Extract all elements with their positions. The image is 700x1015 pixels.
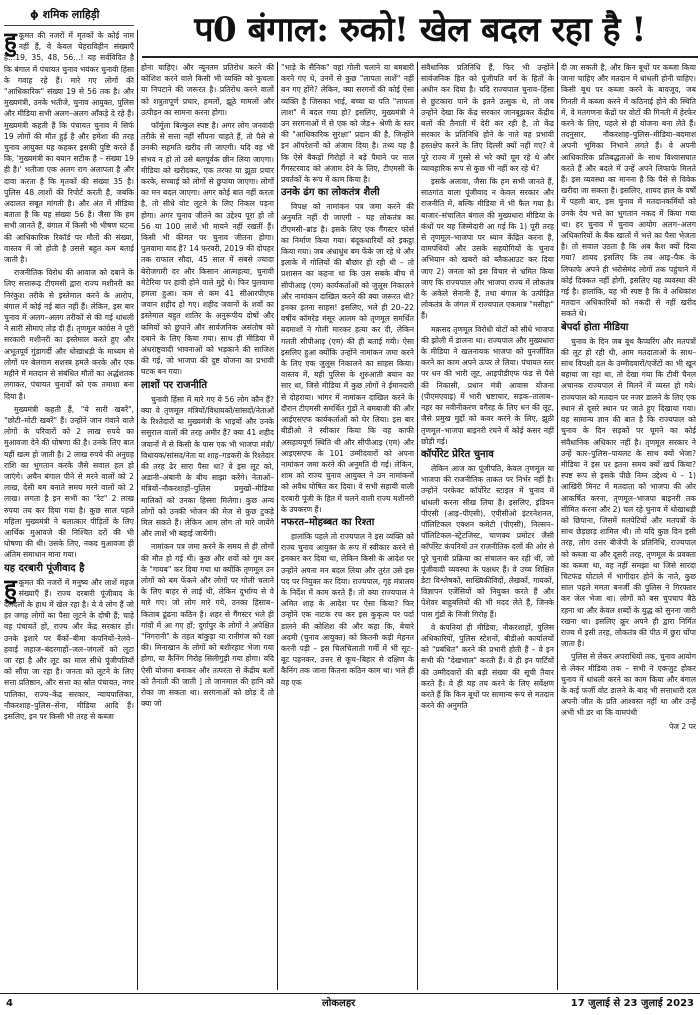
column-2-paragraph: चुनावी हिंसा में मारे गए ये 56 लोग कौन हैं? क्या वे तृणमूल मंत्रियों/विधायकों/सांसदों/नेताओं के रिश्तेदारों या मुख्यमंत्री के भाइयों और उनके ससुराल वालों की तरह अमीर हैं? क्या 41 शहीद जवानों में से किसी के पास एक भी भाजपा मंत्री/विधायक/सांसद/नेता या शाह–गडकरी के रिश्तेदार की तरह ढेर सारा पैसा था? वे इस लूट को, अडानी–अंबानी के बीच साझा करेंगे। नेताओं–मंत्रियों–नौकरशाहों–पुलिस प्रमुखों–मीडिया मालिकों को उनका हिस्सा मिलेगा। कुछ अन्य लोगों को उनकी भोजन की मेज से कुछ टुकड़े मिल सकते हैं। लेकिन आम लोग तो मारे जायेंगे और लाशें भी बहाई जायेंगी। — [141, 394, 274, 539]
column-4-paragraph: मक़सद तृणमूल विरोधी वोटों को सीधे भाजपा की झोली में डालना था। राज्यपाल और मुख्यधारा के मीडिया ने खलनायक भाजपा को पुनर्जीवित करने का काम अपने ऊपर ले लिया। पंचायत स्तर पर धन की भारी लूट, आइपीडीएफ फंड से पैसे की निकासी, प्रधान मंत्री आवास योजना (पीएमएवाइ) में भारी भ्रष्टाचार, सड़क–तालाब–नहर का नवीनीकरण वगैरह के लिए धन की लूट, जैसे प्रमुख मुद्दों को कवर करने के लिए, झूठी तृणमूल–भाजपा बाइनरी रचने में कोई कसर नहीं छोड़ी गई। — [421, 324, 554, 446]
publication-name: लोकलहर — [322, 998, 356, 1009]
column-1-paragraph: हुकूमत की नजरों में मनुष्य और लाशें महज संख्याएँ हैं। राज्य दरबारी पूंजीवाद के दलदलों के हाथ में खेल रहा है। ये वे लोग हैं जो हर जगह लोगों का पैसा लूटने के दोषी हैं; चाहे वह पंचायतें हों, राज्य और केंद्र सरकार हों। उनके इशारे पर बैंकों–बीमा कंपनियों–रेलवे–हवाई जहाज–बंदरगाहों–जल–जंगलों को लूटा जा रहा है और लूट का माल सीधे पूंजीपतियों को सौंपा जा रहा है। जनता को लूटने के लिए सत्ता प्रतिष्ठान, और सत्ता का स्रोत पंचायत, नगर पालिका, राज्य–केंद्र सरकार, न्यायपालिका, नौकरशाह–पुलिस–सेना, मीडिया आदि हैं। इसलिए, इन पर किसी भी तरह से कब्जा — [4, 573, 134, 721]
subheading-politics-on-corpses: लाशों पर राजनीति — [141, 379, 208, 391]
column-4-paragraph: इसके अलावा, जैसा कि हम सभी जानते हैं, साठगांठ वाला पूंजीवाद न केवल सरकार और राजनीति में, बल्कि मीडिया में भी फैल गया है। बाजार–संचालित बंगाल की मुख्यधारा मीडिया के कंधों पर यह जिम्मेदारी आ गई कि 1) पूरी तरह से तृणमूल–भाजपा पर ध्यान केंद्रित करना है, वामपंथियों और उसके सहयोगियों के चुनाव अभियान को खबरों को ब्लैकआउट कर दिया जाए 2) जनता को इस विचार से भ्रमित किया जाए कि राज्यपाल और भाजपा राज्य में लोकतंत्र के अकेले सेनानी हैं, तथा बंगाल के उत्पीड़ित लोकतंत्र के जंगल में राज्यपाल एकमात्र "मसीहा" हैं। — [421, 177, 554, 321]
subheading-their-democracy: उनके ढंग का लोकतंत्र शैली — [281, 187, 380, 199]
article-column-3 — [281, 62, 414, 990]
column-1-paragraph: हुकूमत की नजरों में मृतकों के कोई नाम नहीं हैं, वे केवल चेहराविहीन संख्याएँ हैं...19, 35, 48, 56...! यह सर्वविदित है कि बंगाल में पंचायत चुनाव भयंकर चुनावी हिंसा के गवाह रहे हैं। मारे गए लोगों की "आधिकारिक" संख्या 19 से 56 तक है। और मुख्यमंत्री, उनके भतीजे, चुनाव आयुक्त, पुलिस और मीडिया सभी अलग–अलग आँकड़े दे रहे हैं। मुख्यमंत्री कहती हैं कि पंचायत चुनाव में सिर्फ 19 लोगों की मौत हुई है और हमेशा की तरह चुनाव आयुक्त यह कहकर इसकी पुष्टि करते हैं कि, 'मुख्यमंत्री का बयान सटीक है – संख्या 19 ही है।' भतीजा एक अलग राग अलापता है और दावा करता है कि मृतकों की संख्या 35 है। पुलिस 48 लाशों की रिपोर्ट करती है, जबकि अदालत सबूत मांगती है। और अंत में मीडिया बताता है कि यह संख्या 56 है। जैसा कि हम सभी जानते हैं, बंगाल में किसी भी भीषण घटना की आधिकारिक रिकॉर्ड पर मौतों की संख्या, वास्तव में जो होती है उससे बहुत कम बताई जाती है। — [4, 30, 134, 265]
column-4-paragraph: लेकिन आज का पूंजीपति, केवल तृणमूल या भाजपा की राजनीतिक ताकत पर निर्भर नहीं है। उन्होंने परफेक्ट कॉर्पोरेट स्टाइल में चुनाव में धांधली करना सीख लिया है। इसलिए, इंडियन पीएसी (आइ–पीएसी), एपीसीओ इंटरनेशनल, पॉलिटिकल एक्शन कमेटी (पीएसी), निल्सन–पॉलिटिकल–स्ट्रेटजिस्ट, चाणक्य प्रमोटर जैसी कॉर्पोरेट कंपनियों उन राजनीतिक दलों की ओर से पूरे चुनावी प्रक्रिया का संचालन कर रही थीं, जो पूंजीवादी व्यवस्था के पक्षधर हैं। वे उच्च शिक्षित डेटा विश्लेषकों, साख्यिकीविदों, लेखकों, गायकों, विज्ञापन एजेंसियों को नियुक्त करते हैं और पेशेवर बाहुबलियों की भी मदद लेते हैं, जिनके पास गुंडों के निजी गिरोह हैं। — [421, 463, 554, 619]
column-3-paragraph: हालांकि पहले तो राज्यपाल ने इस व्यक्ति को राज्य चुनाव आयुक्त के रूप में स्वीकार करने से इनकार कर दिया था, लेकिन किसी के आदेश पर उन्होंने अपना मन बदल लिया और तुरंत उसे इस पद पर नियुक्त कर दिया। राज्यपाल, गृह मंत्रालय के निर्देश में काम करते हैं। तो क्या राज्यपाल ने अमित शाह के आदेश पर ऐसा किया? फिर उन्होंने एक नाटक रच कर इस कुकृत्य पर पर्दा डालने की कोशिश की और कहा कि, बेचारे अदमी (चुनाव आयुक्त) को कितनी कड़ी मेहनत करनी पड़ी – इस चिलचिलाती गर्मी में भी सूट–बूट पहनकर, उत्तर से कूच–बिहार से दक्षिण के कैनिंग तक जाना कितना कठिन काम था। भले ही वह एक — [281, 531, 414, 687]
column-1-paragraph: राजनीतिक विरोध की आवाज को दबाने के लिए सत्तारूढ़ टीएमसी द्वारा राज्य मशीनरी का निरंकुश तरीके से इस्तेमाल करने के आरोप, बंगाल में कोई नई बात नहीं हैं। लेकिन, इस बार चुनाव में अलग–अलग तरीकों से की गई धांधली ने सारी सीमाएं तोड़ दी हैं। तृणमूल कांग्रेस ने पूरी सरकारी मशीनरी का इस्तेमाल करते हुए और अभूतपूर्व गुंडागर्दी और धोखाधड़ी के माध्यम से लोगों पर बेलगाम सशस्त्र हमले करके और एक महीने में मतदान से संबंधित मौतों का अर्द्धशतक लगाकर, पंचायत चुनावों को एक तमाशा बना दिया है। — [4, 268, 134, 401]
article-column-1 — [4, 30, 134, 990]
drop-cap: हु — [4, 573, 17, 602]
subheading-crony-capitalism: यह दरबारी पूंजीवाद है — [4, 562, 85, 574]
page-footer — [0, 993, 700, 1015]
column-2-paragraph: होना चाहिए। और न्यूनतम प्रतिरोध करने की कोशिश करने वाले किसी भी व्यक्ति को कुचला या निपटाने की जरूरत है। प्रतिरोध करने वालों को शत्रुतापूर्ण प्रचार, हमलों, झूठे मामलों और उत्पीड़न का सामना करना होगा। — [141, 63, 274, 117]
author-byline: ɸ शमिक लाहिड़ी — [4, 4, 134, 26]
continued-on-note: पेज 2 पर — [668, 721, 696, 731]
article-column-2 — [141, 62, 274, 990]
column-5-paragraph: चुनाव के दिन जब बूथ कैप्चरिंग और मतपत्रों की लूट हो रही थी, आम मतदाताओं के साथ–साथ विपक्षी दल के उम्मीदवारों/एजेंटों का भी खून बहाया जा रहा था, तो देखा गया कि टीवी चैनल अचानक राज्यपाल से मिलने में व्यस्त हो गये। राज्यपाल को मतदान पर नजर डालने के लिए एक स्थान से दूसरे स्थान पर जाते हुए दिखाया गया। वह सामान्य ज्ञान की बात है कि राज्यपाल को चुनाव के दिन सड़कों पर घूमने का कोई संवैधानिक अधिकार नहीं है। तृणमूल सरकार ने उन्हें कार–पुलिस–पायलट के साथ क्यों भेजा? मीडिया ने इस पर इतना समय क्यों खर्च किया? स्पष्ट रूप से इसके पीछे निम्न उद्देश्य थे – 1) आखिरी मिनट में मतदाता को भाजपा की ओर आकर्षित करना, तृणमूल–भाजपा बाइनरी तक सीमित करना और 2) चल रहे चुनाव में धोखाधड़ी को छिपाना, जिसमें मतपेटियों और मतपत्रों के साथ छेड़छाड़ शामिल थी। तो यदि कुछ दिन इसी तरह, लोग उत्तर बीजेपी के प्रतिनिधि, राज्यपाल को कब्जा या और दूसरी तरह, तृणमूल के प्रवक्ता का कब्जा था, वह नहीं समझा था जिसे सारदा चिटफंड घोटाले में भागीदार होने के नाते, कुछ साल पहले ममता बनर्जी की पुलिस ने गिरफ्तार कर जेल भेजा था। लोगों को बस चुपचाप बैठे रहना था और केवल शब्दों के युद्ध को सुनना जारी रखना था। इसलिए क्रूर अपने ही द्वारा निर्मित राज्य में इसी तरह, लोकतंत्र की पीठ में छुरा घोंपा जाता है। — [561, 336, 696, 649]
column-4-paragraph: संवैधानिक प्रतिनिधि हैं, फिर भी उन्होंने सार्वजनिक हित को पूंजीपति वर्ग के हितों के अधीन कर दिया है। यदि राज्यपाल चुनाव–हिंसा से छुटकारा पाने के इतने उत्सुक थे, तो जब उन्होंने देखा कि केंद्र सरकार जानबूझकर केंद्रीय बलों की तैनाती में देरी कर रही है, तो केंद्र सरकार के प्रतिनिधि होने के नाते वह प्रभावी हस्तक्षेप करने के लिए दिल्ली क्यों नहीं गए? वे पूरे राज्य में गुस्से से भरे क्यों घूम रहे थे और व्यावहारिक रूप से कुछ भी नहीं कर रहे थे? — [421, 63, 554, 173]
column-3-paragraph: "भाड़े के सैनिक" वहां गोली चलाने या बमबारी करने गए थे, उनमें से कुछ "लापता लाशें" नहीं बन गए होंगे? लेकिन, क्या सरगनों की कोई ऐसा व्यक्ति है जिसका भाई, बच्चा या पति "लापता लाश" में बदल गया हो? इसलिए, मुख्यमंत्री ने उन सरगनाओं में से एक को जेड+ श्रेणी के स्तर की "आधिकारिक सुरक्षा" प्रदान की है, जिन्होंने इन ऑपरेशनों को अंजाम दिया है। तथ्य यह है कि ऐसे बैकड़ों गिरोहों ने बड़े पैमाने पर नाल गैंगस्टरवाद को अंजाम देने के लिए, टीएमसी के प्रवर्तकों के रूप में काम किया है। — [281, 63, 414, 185]
page-headline: प0 बंगाल: रुको! खेल बदल रहा है ! — [142, 2, 698, 58]
issue-date: 17 जुलाई से 23 जुलाई 2023 — [570, 998, 694, 1009]
column-divider — [277, 62, 278, 990]
subheading-love-hate: नफरत–मोहब्बत का रिश्ता — [281, 516, 375, 528]
drop-cap: हु — [4, 30, 17, 55]
column-divider — [557, 62, 558, 990]
column-divider — [417, 62, 418, 990]
subheading-exposed-media: बेपर्दा होता मीडिया — [561, 321, 629, 333]
column-1-paragraph: मुख्यमंत्री कहती हैं, "ये सारी खबरें", "छोटी–मोटी खबरें" हैं। उन्होंने जान गंवाने वाले लोगों के परिवारों को 2 लाख रुपये का मुआवजा देने की घोषणा की है। उनके लिए बात यहीं खत्म हो जाती है। 2 लाख रुपये की अनुग्रह राशि का भुगतान करके जैसे सवाल हल हो जाएंगे। अचैन बंगाल पीने से मरने वालों को 2 लाख, देसी बम बनाते समय मरने वालों को 2 लाख। लगता है इन सभी का "रेट" 2 लाख रुपया तय कर दिया गया है। कुछ साल पहले महिला मुख्यमंत्री ने बलात्कार पीड़ितों के लिए आर्थिक मुआवजे की निश्चित दरों की भी घोषणा की थी। उसके लिए, नकद मुआवजा ही अंतिम समाधान माना गया। — [4, 404, 134, 560]
column-5-paragraph: दी जा सकती है, और किन बूथों पर कब्जा किया जाना चाहिए और मतदान में धांधली होनी चाहिए। किसी बूथ पर कब्जा करने के बावजूद, जब गिनती में कब्जा करने में कठिनाई होने की स्थिति में, वे मतगणना केंद्रों पर वोटों की गिनती में हेरफेर करने के लिए, पहले से ही योजना बना लेते हैं। तदनुसार, नौकरशाह–पुलिस–मीडिया–बदमाश अपनी भूमिका निभाने लगते हैं। वे अपनी आधिकारिक प्रतिबद्धताओं के साथ विश्वासघात करते हैं और बदले में उन्हें अपने लिफाफे मिलते हैं। इस व्यवस्था का मानना है कि पैसे से विवेक खरीदा जा सकता है। इसलिए, शायद हाल के वर्षों में पहली बार, इस चुनाव में मतदानकर्मियों को उनके देय भत्ते का भुगतान नकद में किया गया था। हर चुनाव में चुनाव आयोग अलग–अलग अधिकारियों के बैंक खातों में भत्ते का पैसा भेजता है। तो सवाल उठता है कि अब कैश क्यों दिया गया? शायद इसलिए कि तब आइ–पैक के लिफाफे अपने ही भरोसेमंद लोगों तक पहुंचाने में कोई दिक्कत नहीं होगी, इसलिए यह व्यवस्था की गई है। हालांकि, यह भी स्पष्ट है कि वे अधिकांश मतदान अधिकारियों को नकदी से नहीं खरीद सकते थे। — [561, 63, 696, 319]
page-number: 4 — [6, 998, 13, 1009]
column-divider — [137, 30, 138, 990]
column-4-paragraph: वे कंपनियां ही मीडिया, नौकरशाहों, पुलिस अधिकारियों, पुलिस स्टेशनों, बीडीओ कार्यालयों को "प्रबंधित" करने की प्रभारी होती हैं – वे इन सभी की "देखभाल" करती हैं। वे ही इन पार्टियों की उम्मीदवारों की बड़ी संख्या की सूची तैयार करते हैं। वे ही यह तय करने के लिए सर्वेक्षण करते हैं कि किन बूथों पर सामान्य रूप से मतदान करने की अनुमति — [421, 622, 554, 711]
column-3-paragraph: विपक्ष को नामांकन पत्र जमा करने की अनुमति नहीं दी जाएगी – यह लोकतंत्र का टीएमसी–ब्रांड है। इसके लिए एक गैंगस्टर फोर्स का निर्माण किया गया। बंदूकधारियों को इकट्ठा किया गया। जब अंधाधुंध बम फेंके जा रहे थे और इलाके में गोलियों की बौछार हो रही थी – तो प्रशासन का कहना था कि उस सबके बीच में सीपीआइ (एम) कार्यकर्ताओं को जुलूस निकालने और नामांकन दाखिल करने की क्या जरूरत थी? इनका इतना साहस! इसलिए, भले ही 20–22 वर्षीय कॉमरेड मंसूर आलम को तृणमूल समर्थित बदमाशों ने गोली मारकर हत्या कर दी, लेकिन गलती सीपीआइ (एम) की ही बताई गयी। ऐसा इसलिए हुआ क्योंकि उन्होंने नामांकन जमा करने के लिए एक जुलूस निकालने का साहस किया। वास्तव में, यही पुलिस के शुरुआती बयान का सार था, जिसे मीडिया में कुछ लोगों ने ईमानदारी से दोहराया। भांगर में नामांकन दाखिल करने के दौरान टीएमसी समर्थित गुंडों ने बमबाजी की और आईएसएफ कार्यकर्ताओं को घेर लिया। इस बार बीडीओ ने स्वीकार किया कि वह काफी असहायपूर्ण स्थिति थी और सीपीआइ (एम) और आइएसएफ के 101 उम्मीदवारों को अपना नामांकन जमा करने की अनुमति दी गई। लेकिन, शाम को राज्य चुनाव आयुक्त ने उन नामांकनों को अवैध घोषित कर दिया। वे सभी सहायी वाली दरबारी पूंजी के हित में चलने वाली राज्य मशीनरी के उपकरण हैं। — [281, 202, 414, 514]
column-2-paragraph: नामांकन पत्र जमा करने के समय से ही लोगों की मौत हो गई थी। कुछ और शवों को गुम कर के "गायब" कर दिया गया था क्योंकि तृणमूल उन लोगों को बम फेंकने और लोगों पर गोली चलाने के लिए बाहर से लाई थी, लेकिन दुर्भाग्य से वे मारे गए। जो लोग मारे गये, उनका हिसाब–किताब ढूंढना कठिन है। शहर से गैंगस्टर भले ही गांवों में आ गए हों; दुर्गापुर के लोगों ने अपेक्षित "निगरानी" के तहत बांकुड़ा या रानीगंज को रक्षा की। मिनाखान के लोगों को बशीरहाट भेजा गया होगा, या कैनिंग गिरोह सिलीगुड़ी गया होगा। यदि ऐसी योजना बनाकर और तत्परता से केंद्रीय बलों को तैनाती की जाती ] तो जानमाल की हानि को रोका जा सकता था। सरगनाओं को छोड़ दें तो क्या जो — [141, 542, 274, 709]
article-column-4 — [421, 62, 554, 990]
column-2-paragraph: फॉर्मूला बिल्कुल स्पष्ट है। अगर लोग जनवादी तरीके से सत्ता नहीं सौंपना चाहते हैं, तो पैसे से उनकी सहमति खरीद ली जाएगी। यदि वह भी संभव न हो तो उसे बलपूर्वक छीन लिया जाएगा। मीडिया को खरीदकर, एक तरफा या झूठा प्रचार करके, सच्चाई को लोगों से छुपाया जाएगा। लोगों का मन बदल जाएगा। अगर कोई बात नहीं करता है, तो सीधे वोट लूटने के लिए निकल पड़ना होगा। अगर चुनाव जीतने का उद्देश्य पूरा हो तो 56 या 100 लाशें भी मायने नहीं रखतीं हैं। किसी भी कीमत पर चुनाव जीतना होगा। पुलवामा याद है? 14 फरवरी, 2019 की दोपहर तक राफाल सौदा, 45 साल में सबसे ज्यादा बेरोजगारी दर और किसान आत्महत्या, चुनावी मेटेरिया पर हावी होने वाले मुद्दे थे। फिर पुलवामा हमला हुआ। कम से कम 41 सीआरपीएफ जवान शहीद हो गए। शहीद जवानों के शवों का इस्तेमाल बहुत शातिर के अनुरूपीय दोषों और कमियों को छुपाने और सार्वजनिक असंतोष को दबाने के लिए किया गया। साथ ही मीडिया में अंधराष्ट्रवादी भावनाओं को भड़काने की साजिश की गई, जो भाजपा की दुष्ट योजना का प्रभावी घटक बन गया। — [141, 121, 274, 377]
article-column-5 — [561, 62, 696, 990]
subheading-corporate-election: कॉर्पोरेट प्रेरित चुनाव — [421, 448, 494, 460]
column-5-paragraph: पुलिस से लेकर अपराधियों तक, चुनाव आयोग से लेकर मीडिया तक – सभी ने एकजुट होकर चुनाव में धांधली करने का काम किया और बंगाल के कई फर्जी वोट डालने के बाद भी सत्ताधारी दल अपनी जीत के प्रति आश्वस्त नहीं था और उन्हें अभी भी डर था कि वामपंथी — [561, 652, 696, 718]
